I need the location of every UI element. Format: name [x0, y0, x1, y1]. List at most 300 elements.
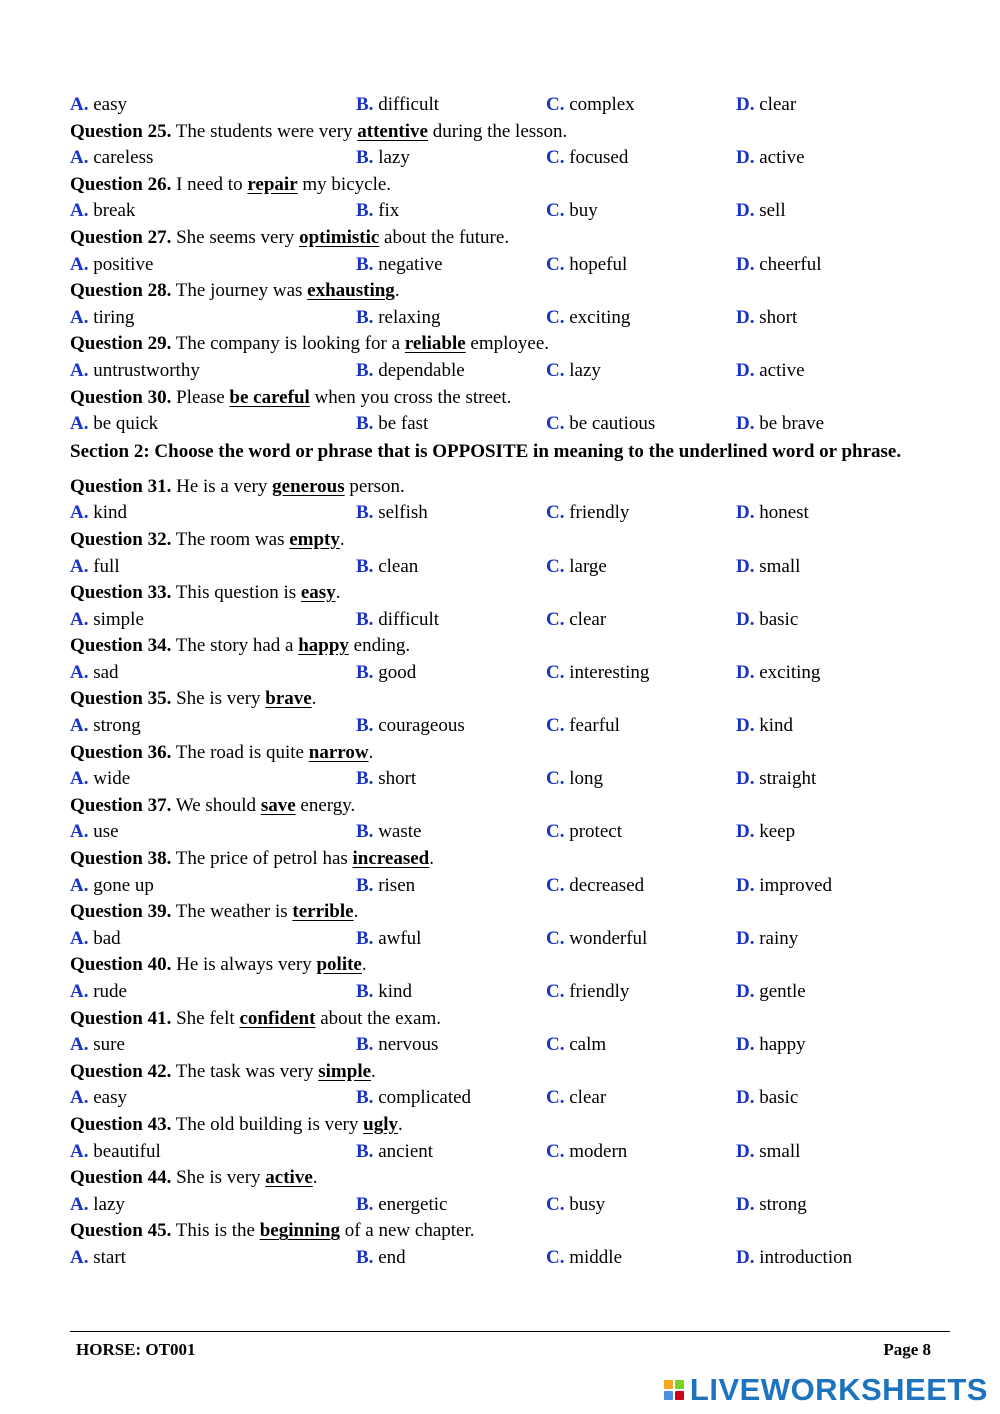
worksheet-body	[70, 92, 950, 1272]
option-letter: D.	[736, 608, 755, 630]
option-letter: A.	[70, 1034, 89, 1056]
option-c[interactable]: C. complex	[546, 94, 635, 115]
option-letter: A.	[70, 359, 89, 381]
option-text: straight	[759, 768, 817, 790]
option-a[interactable]	[70, 660, 119, 687]
option-text: protect	[569, 821, 622, 843]
option-a[interactable]	[70, 252, 153, 279]
option-d[interactable]	[736, 766, 816, 793]
question-text-end: of a new chapter.	[344, 1220, 475, 1242]
option-c[interactable]	[546, 873, 644, 900]
option-d[interactable]	[736, 1085, 798, 1112]
options-row	[70, 819, 950, 846]
liveworksheets-logo-icon	[664, 1380, 684, 1400]
option-text: be fast	[378, 413, 429, 435]
option-text: modern	[569, 1140, 628, 1162]
option-letter: A.	[70, 200, 89, 222]
options-row	[70, 411, 950, 438]
question-label: Question 36.	[70, 741, 172, 763]
options-row	[70, 1139, 950, 1166]
option-text: be quick	[93, 413, 159, 435]
question-row	[70, 846, 950, 873]
question-label: Question 27.	[70, 226, 172, 248]
option-text: wonderful	[569, 927, 648, 949]
option-text: use	[93, 821, 119, 843]
question-text-end: person.	[349, 475, 405, 497]
question-label: Question 41.	[70, 1007, 172, 1029]
underlined-keyword: optimistic	[299, 226, 380, 248]
option-a[interactable]	[70, 358, 200, 385]
options-row	[70, 358, 950, 385]
option-letter: B.	[356, 1140, 374, 1162]
option-text: strong	[759, 1193, 807, 1215]
option-letter: A.	[70, 715, 89, 737]
option-c[interactable]	[546, 1192, 605, 1219]
question-text: She is very	[176, 688, 261, 710]
option-letter: A.	[70, 1193, 89, 1215]
option-letter: C.	[546, 147, 565, 169]
option-b[interactable]	[356, 554, 418, 581]
footer-code: HORSE: OT001	[76, 1340, 196, 1359]
option-letter: B.	[356, 502, 374, 524]
option-text: exciting	[569, 306, 631, 328]
question-text-end: about the exam.	[320, 1007, 442, 1029]
underlined-keyword: narrow	[308, 741, 369, 763]
option-text: strong	[93, 715, 141, 737]
option-b[interactable]	[356, 1032, 438, 1059]
option-d[interactable]	[736, 1032, 806, 1059]
question-text: The road is quite	[175, 741, 304, 763]
option-text: small	[759, 1140, 801, 1162]
options-row-q24	[70, 92, 950, 119]
option-letter: A.	[70, 981, 89, 1002]
question-text: I need to	[176, 173, 243, 195]
option-d[interactable]	[736, 198, 786, 225]
option-c[interactable]	[546, 1245, 622, 1272]
option-c[interactable]	[546, 198, 598, 225]
option-text: clean	[378, 555, 419, 577]
option-letter: B.	[356, 253, 374, 275]
option-text: basic	[759, 1087, 799, 1109]
option-letter: B.	[356, 981, 374, 1002]
option-text: friendly	[569, 502, 630, 524]
question-text-end: energy.	[300, 794, 356, 816]
option-text: buy	[569, 200, 598, 222]
question-row	[70, 686, 950, 713]
option-text: courageous	[378, 715, 465, 737]
option-a[interactable]	[70, 979, 127, 1006]
option-d[interactable]	[736, 554, 800, 581]
options-row	[70, 554, 950, 581]
option-letter: A.	[70, 413, 89, 435]
option-text: focused	[569, 147, 629, 169]
option-d[interactable]	[736, 926, 798, 953]
option-letter: A.	[70, 608, 89, 630]
option-text: break	[93, 200, 136, 222]
option-letter: D.	[736, 359, 755, 381]
underlined-keyword: reliable	[404, 333, 466, 355]
question-row	[70, 1059, 950, 1086]
underlined-keyword: exhausting	[307, 280, 395, 302]
option-letter: B.	[356, 200, 374, 222]
option-text: large	[569, 555, 607, 577]
question-label: Question 45.	[70, 1220, 172, 1242]
option-letter: A.	[70, 253, 89, 275]
question-block-antonyms	[70, 474, 950, 1272]
option-letter: A.	[70, 1246, 89, 1268]
option-text: energetic	[378, 1193, 448, 1215]
question-label: Question 43.	[70, 1113, 172, 1135]
option-letter: C.	[546, 413, 565, 435]
option-a[interactable]	[70, 607, 144, 634]
question-block-synonyms	[70, 119, 950, 438]
question-label: Question 39.	[70, 901, 172, 923]
option-letter: D.	[736, 555, 755, 577]
option-letter: C.	[546, 608, 565, 630]
option-a[interactable]	[70, 713, 141, 740]
option-c[interactable]	[546, 607, 606, 634]
option-c[interactable]	[546, 554, 607, 581]
option-text: lazy	[378, 147, 410, 169]
option-a[interactable]: A. easy	[70, 94, 127, 115]
question-text-end: .	[311, 688, 317, 710]
option-letter: B.	[356, 927, 374, 949]
question-label: Question 31.	[70, 475, 172, 497]
option-a[interactable]	[70, 198, 135, 225]
option-text: be cautious	[569, 413, 656, 435]
option-letter: A.	[70, 768, 89, 790]
option-text: kind	[759, 715, 794, 737]
option-letter: B.	[356, 555, 374, 577]
question-text: The story had a	[175, 635, 294, 657]
question-label: Question 33.	[70, 582, 172, 604]
option-letter: C.	[546, 1087, 565, 1109]
option-a[interactable]	[70, 819, 119, 846]
option-text: end	[378, 1246, 406, 1268]
option-d[interactable]: D. clear	[736, 94, 797, 115]
underlined-keyword: repair	[247, 173, 298, 195]
option-text: sell	[759, 200, 786, 222]
option-c[interactable]	[546, 145, 628, 172]
option-letter: D.	[736, 1087, 755, 1109]
option-b[interactable]	[356, 358, 465, 385]
question-text-end: .	[368, 741, 374, 763]
question-text-end: about the future.	[384, 226, 510, 248]
option-d[interactable]	[736, 411, 824, 438]
option-letter: C.	[546, 1034, 565, 1056]
option-letter: A.	[70, 555, 89, 577]
option-b[interactable]: B. difficult	[356, 94, 440, 115]
question-label: Question 32.	[70, 528, 172, 550]
option-text: good	[378, 661, 417, 683]
option-text: fix	[378, 200, 400, 222]
option-c[interactable]	[546, 1032, 606, 1059]
question-row	[70, 278, 950, 305]
option-c[interactable]	[546, 660, 649, 687]
brand-text: LIVEWORKSHEETS	[689, 1372, 988, 1407]
option-b[interactable]	[356, 198, 399, 225]
question-label: Question 30.	[70, 386, 172, 408]
option-text: bad	[93, 927, 121, 949]
question-label: Question 40.	[70, 954, 172, 976]
option-d[interactable]	[736, 873, 832, 900]
option-d[interactable]	[736, 979, 806, 1006]
option-letter: D.	[736, 253, 755, 275]
option-c[interactable]	[546, 713, 620, 740]
options-row	[70, 305, 950, 332]
question-text: The students were very	[175, 120, 353, 142]
option-c[interactable]	[546, 411, 655, 438]
option-letter: C.	[546, 1140, 565, 1162]
option-a[interactable]	[70, 411, 158, 438]
question-text: Please	[176, 386, 225, 408]
option-text: selfish	[378, 502, 428, 524]
option-c[interactable]	[546, 1085, 606, 1112]
option-letter: C.	[546, 253, 565, 275]
question-row	[70, 1112, 950, 1139]
underlined-keyword: happy	[298, 635, 349, 657]
option-letter: C.	[546, 981, 565, 1002]
option-letter: A.	[70, 147, 89, 169]
options-row	[70, 252, 950, 279]
option-d[interactable]	[736, 145, 805, 172]
option-letter: D.	[736, 1140, 755, 1162]
option-b[interactable]	[356, 713, 465, 740]
option-text: start	[93, 1246, 126, 1268]
options-row	[70, 766, 950, 793]
option-a[interactable]	[70, 305, 134, 332]
option-letter: C.	[546, 768, 565, 790]
underlined-keyword: beginning	[259, 1220, 340, 1242]
option-a[interactable]	[70, 1085, 127, 1112]
options-row	[70, 1085, 950, 1112]
question-row	[70, 633, 950, 660]
option-letter: D.	[736, 661, 755, 683]
option-letter: D.	[736, 1034, 755, 1056]
option-a[interactable]	[70, 1192, 125, 1219]
question-text: He is always very	[176, 954, 312, 976]
option-text: difficult	[378, 608, 440, 630]
logo-square	[675, 1380, 684, 1389]
option-letter: B.	[356, 608, 374, 630]
option-b[interactable]	[356, 979, 412, 1006]
option-b[interactable]	[356, 873, 415, 900]
option-b[interactable]	[356, 1245, 406, 1272]
option-d[interactable]	[736, 607, 798, 634]
option-b[interactable]	[356, 926, 421, 953]
option-letter: D.	[736, 821, 755, 843]
option-a[interactable]	[70, 1139, 161, 1166]
question-text: The room was	[175, 528, 285, 550]
option-letter: B.	[356, 1034, 374, 1056]
option-text: rainy	[759, 927, 799, 949]
option-letter: C.	[546, 927, 565, 949]
options-row	[70, 1245, 950, 1272]
underlined-keyword: brave	[265, 688, 312, 710]
option-text: rude	[93, 981, 127, 1002]
question-row	[70, 385, 950, 412]
question-text: He is a very	[176, 475, 268, 497]
option-b[interactable]	[356, 766, 416, 793]
option-text: clear	[569, 1087, 607, 1109]
option-c[interactable]	[546, 252, 627, 279]
option-a[interactable]	[70, 554, 120, 581]
option-a[interactable]	[70, 145, 153, 172]
option-letter: A.	[70, 927, 89, 949]
option-text: sad	[93, 661, 119, 683]
option-b[interactable]	[356, 305, 440, 332]
option-text: short	[759, 306, 798, 328]
option-a[interactable]	[70, 500, 127, 527]
option-a[interactable]	[70, 926, 121, 953]
option-b[interactable]	[356, 252, 443, 279]
question-label: Question 26.	[70, 173, 172, 195]
option-c[interactable]	[546, 926, 647, 953]
question-text: This question is	[175, 582, 297, 604]
option-letter: D.	[736, 200, 755, 222]
option-a[interactable]	[70, 766, 130, 793]
option-b[interactable]	[356, 500, 428, 527]
option-b[interactable]	[356, 1139, 433, 1166]
question-text: The old building is very	[175, 1113, 359, 1135]
option-text: kind	[378, 981, 412, 1002]
option-b[interactable]	[356, 1085, 471, 1112]
option-b[interactable]	[356, 411, 428, 438]
option-d[interactable]	[736, 305, 797, 332]
question-text: The price of petrol has	[175, 848, 348, 870]
question-label: Question 38.	[70, 848, 172, 870]
option-text: full	[93, 555, 120, 577]
option-text: untrustworthy	[93, 359, 200, 381]
option-c[interactable]	[546, 305, 630, 332]
option-d[interactable]	[736, 819, 795, 846]
option-d[interactable]	[736, 358, 805, 385]
question-row	[70, 740, 950, 767]
question-row	[70, 1218, 950, 1245]
page-number: Page 8	[883, 1340, 931, 1359]
question-text: The weather is	[175, 901, 288, 923]
logo-square	[664, 1391, 673, 1400]
option-letter: C.	[546, 502, 565, 524]
option-b[interactable]	[356, 607, 439, 634]
option-a[interactable]	[70, 873, 154, 900]
option-letter: D.	[736, 715, 755, 737]
option-c[interactable]	[546, 1139, 627, 1166]
option-c[interactable]	[546, 500, 629, 527]
option-letter: A.	[70, 1140, 89, 1162]
option-text: short	[378, 768, 417, 790]
option-d[interactable]	[736, 1192, 807, 1219]
option-c[interactable]	[546, 819, 622, 846]
option-text: small	[759, 555, 801, 577]
option-d[interactable]	[736, 1139, 800, 1166]
option-c[interactable]	[546, 358, 601, 385]
option-text: easy	[93, 1087, 127, 1109]
option-b[interactable]	[356, 819, 421, 846]
option-d[interactable]	[736, 660, 820, 687]
option-letter: C.	[546, 1193, 565, 1215]
option-text: be brave	[759, 413, 825, 435]
underlined-keyword: attentive	[357, 120, 428, 142]
option-b[interactable]	[356, 660, 416, 687]
question-label: Question 37.	[70, 794, 172, 816]
underlined-keyword: be careful	[229, 386, 310, 408]
option-b[interactable]	[356, 145, 410, 172]
option-letter: A.	[70, 821, 89, 843]
option-c[interactable]	[546, 979, 629, 1006]
options-row	[70, 198, 950, 225]
option-text: clear	[569, 608, 607, 630]
option-letter: A.	[70, 306, 89, 328]
question-text: The journey was	[175, 280, 303, 302]
option-letter: B.	[356, 715, 374, 737]
option-d[interactable]	[736, 252, 821, 279]
option-letter: B.	[356, 147, 374, 169]
option-text: gentle	[759, 981, 806, 1002]
option-letter: A.	[70, 661, 89, 683]
question-text: She seems very	[176, 226, 295, 248]
option-c[interactable]	[546, 766, 603, 793]
option-text: exciting	[759, 661, 821, 683]
option-letter: B.	[356, 413, 374, 435]
question-label: Question 34.	[70, 635, 172, 657]
option-text: interesting	[569, 661, 650, 683]
question-text: We should	[175, 794, 257, 816]
underlined-keyword: active	[265, 1167, 313, 1189]
underlined-keyword: ugly	[363, 1113, 398, 1135]
option-d[interactable]	[736, 1245, 852, 1272]
option-text: nervous	[378, 1034, 439, 1056]
option-letter: D.	[736, 768, 755, 790]
option-text: waste	[378, 821, 422, 843]
option-d[interactable]	[736, 713, 793, 740]
option-letter: B.	[356, 1193, 374, 1215]
option-text: relaxing	[378, 306, 441, 328]
option-text: long	[569, 768, 604, 790]
option-text: ancient	[378, 1140, 434, 1162]
question-row	[70, 474, 950, 501]
logo-square	[675, 1391, 684, 1400]
question-text-end: .	[339, 528, 345, 550]
option-a[interactable]	[70, 1245, 126, 1272]
question-text-end: .	[361, 954, 367, 976]
option-text: basic	[759, 608, 799, 630]
option-a[interactable]	[70, 1032, 125, 1059]
question-text-end: .	[394, 280, 400, 302]
question-text-end: ending.	[353, 635, 411, 657]
underlined-keyword: simple	[318, 1060, 372, 1082]
option-letter: C.	[546, 661, 565, 683]
option-letter: C.	[546, 200, 565, 222]
option-letter: D.	[736, 927, 755, 949]
option-d[interactable]	[736, 500, 809, 527]
question-text: This is the	[175, 1220, 255, 1242]
option-text: negative	[378, 253, 443, 275]
question-text-end: my bicycle.	[302, 173, 392, 195]
option-text: lazy	[569, 359, 601, 381]
question-label: Question 35.	[70, 688, 172, 710]
option-text: gone up	[93, 874, 154, 896]
options-row	[70, 979, 950, 1006]
option-text: risen	[378, 874, 416, 896]
option-text: dependable	[378, 359, 465, 381]
question-row	[70, 793, 950, 820]
option-b[interactable]	[356, 1192, 447, 1219]
question-row	[70, 119, 950, 146]
question-label: Question 44.	[70, 1167, 172, 1189]
option-text: active	[759, 147, 805, 169]
question-text-end: .	[397, 1113, 403, 1135]
